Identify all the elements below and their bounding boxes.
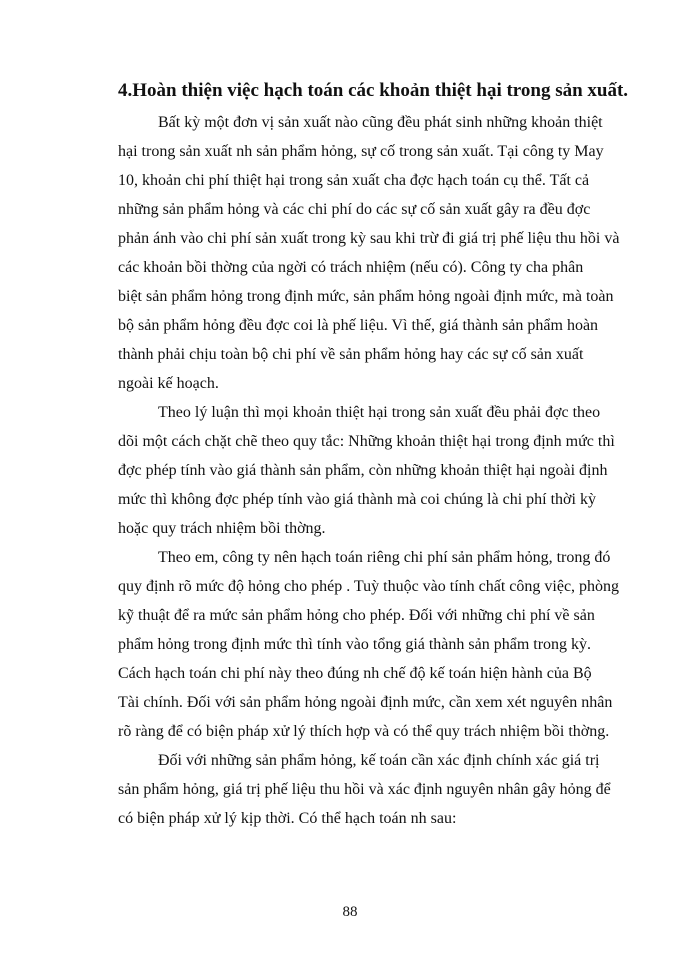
text-line: 10, khoản chi phí thiệt hại trong sản xuất cha đợc hạch toán cụ thể. Tất cả bbox=[118, 172, 590, 189]
text-line: Cách hạch toán chi phí này theo đúng nh chế độ kế toán hiện hành của Bộ bbox=[118, 665, 592, 682]
text-line: Theo em, công ty nên hạch toán riêng chi phí sản phẩm hỏng, trong đó bbox=[158, 549, 611, 566]
paragraph bbox=[118, 543, 638, 746]
text-line: Theo lý luận thì mọi khoản thiệt hại trong sản xuất đều phải đợc theo bbox=[158, 404, 601, 421]
text-line: bộ sản phẩm hỏng đều đợc coi là phế liệu. Vì thế, giá thành sản phẩm hoàn bbox=[118, 317, 599, 334]
text-line: những sản phẩm hỏng và các chi phí do các sự cố sản xuất gây ra đều đợc bbox=[118, 201, 591, 218]
text-line: rõ ràng để có biện pháp xử lý thích hợp và có thể quy trách nhiệm bồi thờng. bbox=[118, 723, 610, 740]
text-line: mức thì không đợc phép tính vào giá thành mà coi chúng là chi phí thời kỳ bbox=[118, 491, 596, 508]
text-line: Bất kỳ một đơn vị sản xuất nào cũng đều phát sinh những khoản thiệt bbox=[158, 114, 603, 131]
section-heading: 4.Hoàn thiện việc hạch toán các khoản thiệt hại trong sản xuất. bbox=[118, 80, 629, 101]
paragraph bbox=[118, 108, 638, 398]
text-line: phẩm hỏng trong định mức thì tính vào tổng giá thành sản phẩm trong kỳ. bbox=[118, 636, 592, 653]
text-line: dõi một cách chặt chẽ theo quy tắc: Những khoản thiệt hại trong định mức thì bbox=[118, 433, 615, 450]
text-line: Đối với những sản phẩm hỏng, kế toán cần xác định chính xác giá trị bbox=[158, 752, 600, 769]
text-line: Tài chính. Đối với sản phẩm hỏng ngoài định mức, cần xem xét nguyên nhân bbox=[118, 694, 613, 711]
text-line: các khoản bồi thờng của ngời có trách nhiệm (nếu có). Công ty cha phân bbox=[118, 259, 584, 276]
text-line: biệt sản phẩm hỏng trong định mức, sản phẩm hỏng ngoài định mức, mà toàn bbox=[118, 288, 614, 305]
text-line: quy định rõ mức độ hỏng cho phép . Tuỳ thuộc vào tính chất công việc, phòng bbox=[118, 578, 620, 595]
text-line: đợc phép tính vào giá thành sản phẩm, còn những khoản thiệt hại ngoài định bbox=[118, 462, 608, 479]
text-line: phản ánh vào chi phí sản xuất trong kỳ sau khi trừ đi giá trị phế liệu thu hồi và bbox=[118, 230, 620, 247]
text-line: thành phải chịu toàn bộ chi phí về sản phẩm hỏng hay các sự cố sản xuất bbox=[118, 346, 584, 363]
text-line: có biện pháp xử lý kịp thời. Có thể hạch toán nh sau: bbox=[118, 810, 457, 827]
text-line: hại trong sản xuất nh sản phẩm hỏng, sự cố trong sản xuất. Tại công ty May bbox=[118, 143, 604, 160]
page-number: 88 bbox=[342, 904, 358, 920]
paragraph bbox=[118, 746, 638, 833]
body-text bbox=[118, 108, 638, 833]
text-line: ngoài kế hoạch. bbox=[118, 375, 219, 392]
paragraph bbox=[118, 398, 638, 543]
text-line: kỹ thuật để ra mức sản phẩm hỏng cho phép. Đối với những chi phí về sản bbox=[118, 607, 595, 624]
text-line: hoặc quy trách nhiệm bồi thờng. bbox=[118, 520, 326, 537]
text-line: sản phẩm hỏng, giá trị phế liệu thu hồi và xác định nguyên nhân gây hỏng để bbox=[118, 781, 611, 798]
